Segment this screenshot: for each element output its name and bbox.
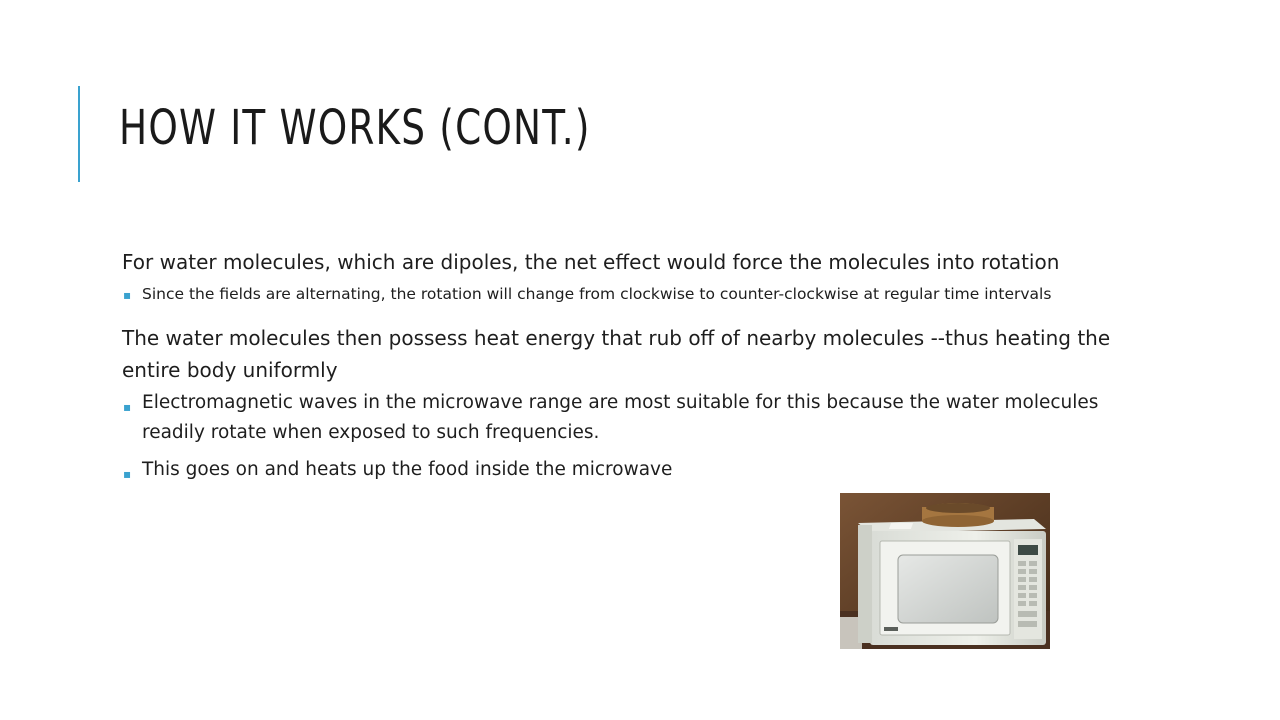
slide-body [122,246,1122,485]
paragraph-2: The water molecules then possess heat energy that rub off of nearby molecules --thus heating the entire body uniformly [122,326,1111,382]
bullet-text: Electromagnetic waves in the microwave range are most suitable for this because the water molecules readily rotate when exposed to such frequencies. [142,392,1099,443]
microwave-photo [840,493,1050,649]
title-accent-bar [78,86,80,182]
bullet-icon: ▪ [123,467,132,481]
bullet-1-1 [122,282,1122,307]
bullet-text: This goes on and heats up the food inside the microwave [142,459,673,480]
slide-title: HOW IT WORKS (CONT.) [119,100,591,156]
paragraph-1: For water molecules, which are dipoles, the net effect would force the molecules into rotation [122,250,1060,274]
bullet-2-2 [122,455,1122,485]
bullet-2-1 [122,388,1122,448]
bullet-text: Since the fields are alternating, the rotation will change from clockwise to counter-clockwise at regular time intervals [142,285,1052,303]
bullet-icon: ▪ [123,400,132,414]
bullet-icon: ▪ [123,288,132,302]
